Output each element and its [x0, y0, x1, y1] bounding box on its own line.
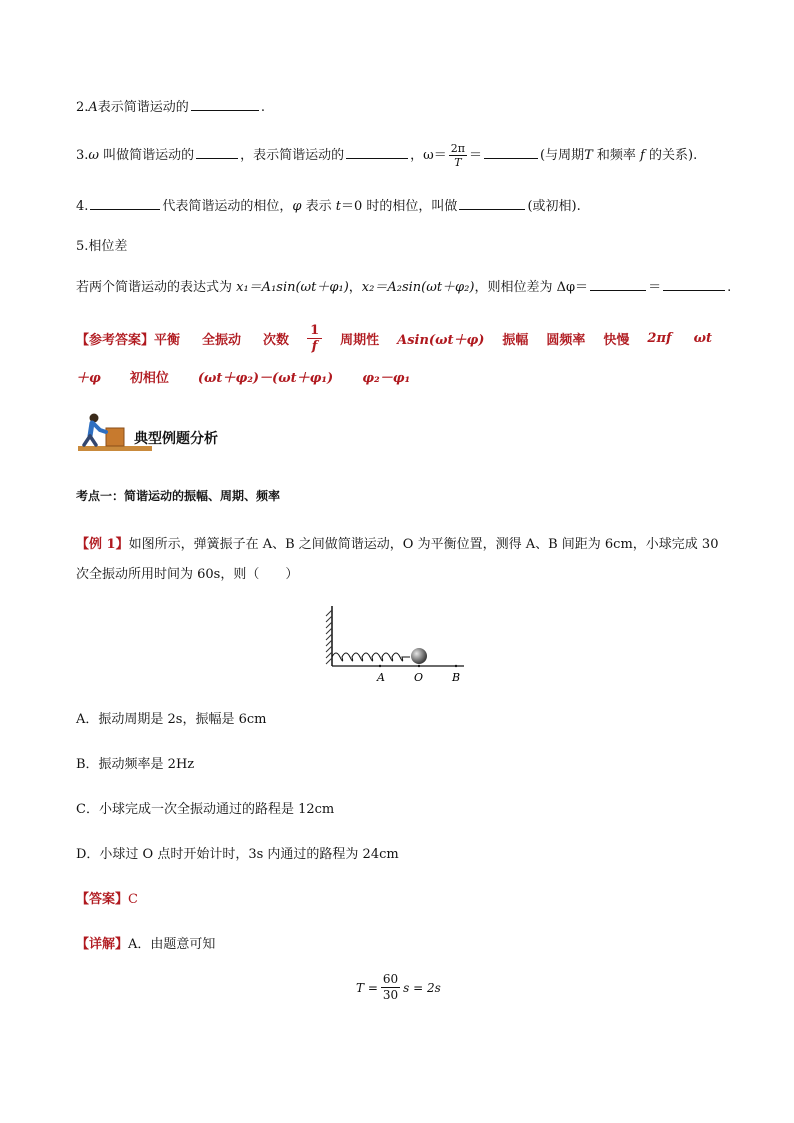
q2-end: .: [260, 100, 265, 115]
reference-answers-line1: [76, 321, 712, 355]
q2-var: A: [88, 100, 98, 115]
answer-item: 周期性: [340, 332, 380, 348]
period-equation: [356, 972, 441, 1003]
answer-item: φ₂－φ₁: [362, 371, 411, 386]
blank: [663, 278, 725, 291]
answer-item: (ωt＋φ₂)－(ωt＋φ₁): [197, 371, 334, 386]
q4-phi: φ: [292, 199, 302, 214]
q6-comma: ，: [348, 280, 362, 295]
q6-eq: ＝: [648, 280, 662, 295]
answer-line: [76, 888, 138, 907]
equation-lhs: T =: [356, 980, 378, 995]
option-a: A．振动周期是 2s，振幅是 6cm: [76, 712, 267, 727]
q3-T: T: [584, 148, 593, 163]
q3-text3: ，ω＝: [410, 148, 447, 163]
example-line2: 次全振动所用时间为 60s，则（ ）: [76, 567, 299, 582]
q6-text2: ，则相位差为 Δφ＝: [474, 280, 589, 295]
question-5: 5.相位差: [76, 239, 128, 254]
blank: [90, 197, 160, 210]
spring-oscillator-diagram: [322, 602, 472, 686]
question-3: [76, 142, 697, 169]
q6-x2: x₂＝A₂sin(ωt＋φ₂): [361, 280, 475, 295]
q3-prefix: 3.: [76, 148, 89, 163]
answer-fraction: [307, 323, 322, 354]
blank: [346, 146, 408, 159]
blank: [590, 278, 646, 291]
blank: [484, 146, 538, 159]
option-d: D．小球过 O 点时开始计时，3s 内通过的路程为 24cm: [76, 847, 399, 862]
blank: [191, 98, 259, 111]
answer-item: 圆频率: [546, 332, 586, 348]
label-b: B: [452, 671, 461, 684]
answers-label: 【参考答案】: [76, 332, 155, 348]
topic-heading: 考点一：简谐运动的振幅、周期、频率: [76, 489, 281, 503]
option-b: B．振动频率是 2Hz: [76, 757, 195, 772]
answer-label: 【答案】: [76, 892, 129, 907]
q3-f: f: [640, 148, 645, 163]
q6-text1: 若两个简谐运动的表达式为: [76, 280, 237, 295]
blank: [196, 146, 238, 159]
label-a: A: [377, 671, 385, 684]
equation-den: 30: [382, 988, 399, 1002]
detail-text: A．由题意可知: [128, 937, 216, 952]
answer-item: 振幅: [502, 332, 529, 348]
answer-item: 全振动: [202, 332, 242, 348]
answer-item: ωt: [693, 330, 712, 346]
q3-frac-num: 2π: [450, 142, 466, 155]
q3-frac-den: T: [454, 156, 462, 169]
q4-t: t: [335, 199, 342, 214]
spring: [332, 653, 410, 661]
reference-answers-line2: [76, 367, 410, 386]
q3-eq: ＝: [469, 148, 483, 163]
equation-rhs: s = 2s: [403, 980, 441, 995]
q6-end: .: [727, 280, 732, 295]
wall-hatching: [326, 610, 332, 664]
detail-label: 【详解】: [76, 937, 129, 952]
q4-prefix: 4.: [76, 199, 89, 214]
q3-text6: 的关系).: [644, 148, 698, 163]
label-o: O: [414, 671, 424, 684]
q4-text2: 表示: [301, 199, 336, 214]
q3-var: ω: [88, 148, 100, 163]
equation-num: 60: [382, 972, 399, 986]
q3-fraction: [449, 142, 467, 169]
example-text1: 如图所示，弹簧振子在 A、B 之间做简谐运动，O 为平衡位置，测得 A、B 间距为 6cm，小球完成 30: [128, 537, 719, 552]
answer-item: 次数: [263, 332, 290, 348]
q3-text4: (与周期: [540, 148, 585, 163]
answer-item: 快慢: [603, 332, 630, 348]
question-4: [76, 195, 581, 214]
answer-frac-num: 1: [307, 323, 322, 339]
q3-text1: 叫做简谐运动的: [99, 148, 195, 163]
q3-text5: 和频率: [592, 148, 641, 163]
section-title: 典型例题分析: [134, 431, 218, 447]
answer-item: 初相位: [129, 371, 169, 386]
q4-text1: 代表简谐运动的相位，: [162, 199, 293, 214]
ball: [411, 648, 427, 664]
q4-text4: (或初相).: [527, 199, 581, 214]
answer-value: C: [128, 892, 138, 907]
q6-x1: x₁＝A₁sin(ωt＋φ₁): [236, 280, 349, 295]
answer-item: ＋φ: [76, 371, 101, 386]
answer-frac-den: f: [311, 338, 318, 354]
answer-item: Asin(ωt＋φ): [397, 332, 485, 348]
option-c: C．小球完成一次全振动通过的路程是 12cm: [76, 802, 335, 817]
q3-text2: ，表示简谐运动的: [240, 148, 345, 163]
example-label: 【例 1】: [76, 537, 129, 552]
answer-item: 2πf: [647, 330, 672, 346]
answer-item: 平衡: [154, 332, 181, 348]
equation-fraction: [381, 972, 400, 1003]
question-2: [76, 96, 265, 115]
q2-text: 表示简谐运动的: [97, 100, 189, 115]
question-6: [76, 276, 731, 295]
q2-prefix: 2.: [76, 100, 89, 115]
example-line1: [76, 533, 718, 552]
detail-line: [76, 933, 215, 952]
q4-text3: ＝0 时的相位，叫做: [341, 199, 458, 214]
blank: [459, 197, 525, 210]
